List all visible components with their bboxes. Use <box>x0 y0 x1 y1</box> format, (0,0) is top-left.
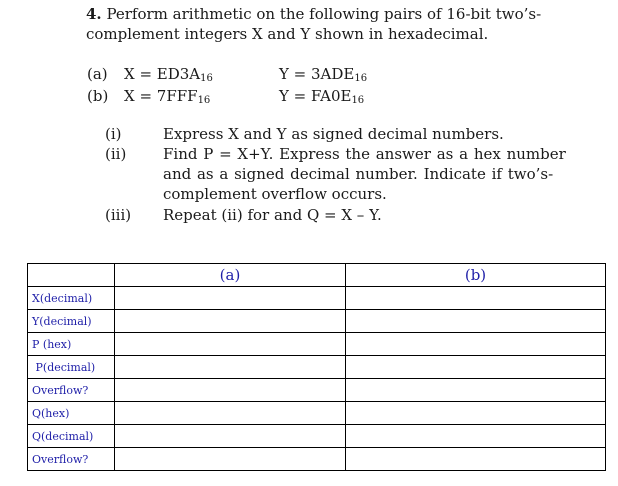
pair-a-x-subscript: 16 <box>200 73 213 84</box>
task-ii-number: (ii) <box>105 145 127 163</box>
row-label-y-decimal: Y(decimal) <box>28 310 115 333</box>
table-row <box>28 379 606 402</box>
row-label-overflow-p: Overflow? <box>28 379 115 402</box>
pair-b-x <box>124 87 210 106</box>
row-label-overflow-q: Overflow? <box>28 448 115 471</box>
pair-a-x <box>124 65 213 84</box>
table-row <box>28 333 606 356</box>
pair-a-y-value: Y = 3ADE <box>279 65 355 83</box>
pair-a-label: (a) <box>87 65 108 83</box>
task-iii-number: (iii) <box>105 206 132 224</box>
answer-cell[interactable] <box>115 402 346 425</box>
question-text-2: complement integers X and Y shown in hexadecimal. <box>86 25 489 43</box>
table-row <box>28 448 606 471</box>
task-ii-text-3: complement overflow occurs. <box>163 185 387 203</box>
answer-cell[interactable] <box>346 425 606 448</box>
column-header-a: (a) <box>115 264 346 287</box>
row-label-x-decimal: X(decimal) <box>28 287 115 310</box>
pair-b-y-value: Y = FA0E <box>279 87 352 105</box>
answer-cell[interactable] <box>115 310 346 333</box>
task-i-number: (i) <box>105 125 122 143</box>
row-label-p-decimal: P(decimal) <box>28 356 115 379</box>
row-label-p-hex: P (hex) <box>28 333 115 356</box>
answer-cell[interactable] <box>346 310 606 333</box>
pair-a-x-value: X = ED3A <box>124 65 201 83</box>
answer-cell[interactable] <box>115 287 346 310</box>
answer-cell[interactable] <box>346 448 606 471</box>
answer-cell[interactable] <box>115 379 346 402</box>
pair-b-y <box>279 87 364 106</box>
question-text-1: Perform arithmetic on the following pairs of 16-bit two’s- <box>106 5 542 23</box>
pair-b-x-value: X = 7FFF <box>124 87 198 105</box>
pair-b-y-subscript: 16 <box>351 95 365 106</box>
table-row <box>28 310 606 333</box>
table-row <box>28 356 606 379</box>
pair-a-y-subscript: 16 <box>354 73 368 84</box>
answer-cell[interactable] <box>346 356 606 379</box>
row-label-q-decimal: Q(decimal) <box>28 425 115 448</box>
task-i-text: Express X and Y as signed decimal numbers. <box>163 125 504 143</box>
question-number: 4. <box>86 5 102 23</box>
question-line-1 <box>86 4 541 24</box>
table-corner-cell <box>28 264 115 287</box>
task-ii-text-1: Find P = X+Y. Express the answer as a hex number <box>163 145 566 163</box>
column-header-b: (b) <box>346 264 606 287</box>
table-header-row <box>28 264 606 287</box>
table-row <box>28 425 606 448</box>
answer-cell[interactable] <box>115 425 346 448</box>
answer-cell[interactable] <box>115 448 346 471</box>
table-row <box>28 402 606 425</box>
pair-b-label: (b) <box>87 87 109 105</box>
table-row <box>28 287 606 310</box>
answer-table <box>27 263 606 471</box>
task-iii-text: Repeat (ii) for and Q = X – Y. <box>163 206 382 224</box>
answer-cell[interactable] <box>115 333 346 356</box>
answer-cell[interactable] <box>346 287 606 310</box>
task-ii-text-2: and as a signed decimal number. Indicate if two’s- <box>163 165 554 183</box>
answer-cell[interactable] <box>346 379 606 402</box>
answer-cell[interactable] <box>346 402 606 425</box>
answer-cell[interactable] <box>346 333 606 356</box>
row-label-q-hex: Q(hex) <box>28 402 115 425</box>
pair-a-y <box>279 65 367 84</box>
answer-cell[interactable] <box>115 356 346 379</box>
pair-b-x-subscript: 16 <box>197 95 211 106</box>
